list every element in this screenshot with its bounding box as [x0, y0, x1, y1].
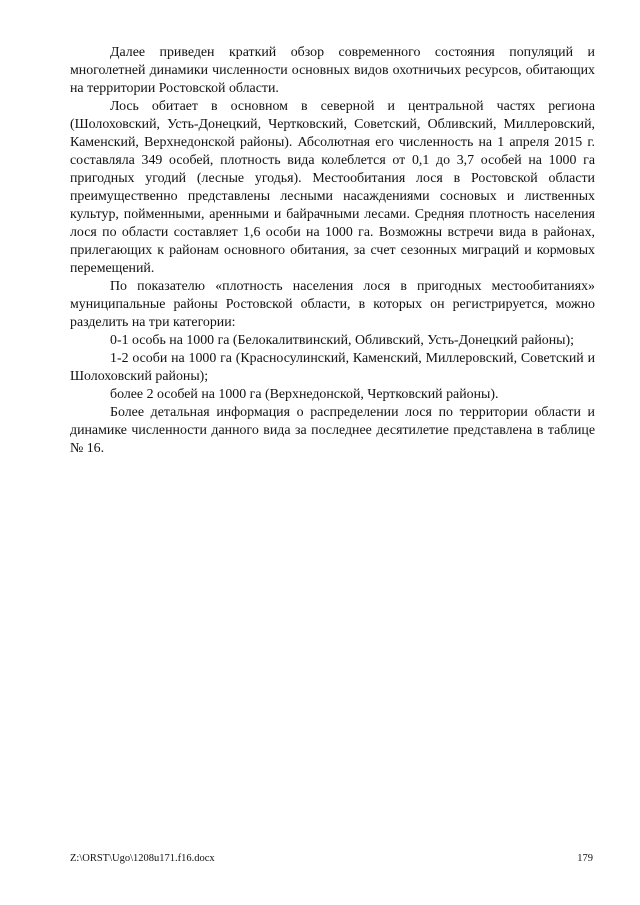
paragraph-category-over-2: более 2 особей на 1000 га (Верхнедонской, Чертковский районы).: [110, 387, 499, 402]
paragraph-density-categories: По показателю «плотность населения лося в пригодных местообитаниях» муниципальные районы Ростовской области, в которых он регистрируется, можно разделить на три категории:: [70, 279, 595, 330]
paragraph-table-reference: Более детальная информация о распределении лося по территории области и динамике численности данного вида за последнее десятилетие представлена в таблице № 16.: [70, 405, 595, 456]
footer-page-number: 179: [577, 853, 593, 864]
footer-file-path: Z:\ORST\Ugo\1208u171.f16.docx: [70, 853, 215, 864]
paragraph-category-0-1: 0-1 особь на 1000 га (Белокалитвинский, Обливский, Усть-Донецкий районы);: [110, 333, 574, 348]
paragraph-intro: Далее приведен краткий обзор современного состояния популяций и многолетней динамики численности основных видов охотничьих ресурсов, обитающих на территории Ростовской области.: [70, 45, 595, 96]
document-body: [70, 44, 595, 458]
paragraph-category-1-2: 1-2 особи на 1000 га (Красносулинский, Каменский, Миллеровский, Советский и Шолоховский районы);: [70, 351, 595, 384]
paragraph-moose-habitat: Лось обитает в основном в северной и центральной частях региона (Шолоховский, Усть-Донецкий, Чертковский, Советский, Обливский, Миллеровский, Каменский, Верхнедонской районы). Абсолютная его численность на 1 апреля 2015 г. составляла 349 особей, плотность вида колеблется от 0,1 до 3,7 особей на 1000 га пригодных угодий (лесные угодья). Местообитания лося в Ростовской области преимущественно представлены лесными насаждениями сосновых и лиственных культур, пойменными, аренными и байрачными лесами. Средняя плотность населения лося по области составляет 1,6 особи на 1000 га. Возможны встречи вида в районах, прилегающих к районам основного обитания, за счет сезонных миграций и кормовых перемещений.: [70, 99, 595, 276]
